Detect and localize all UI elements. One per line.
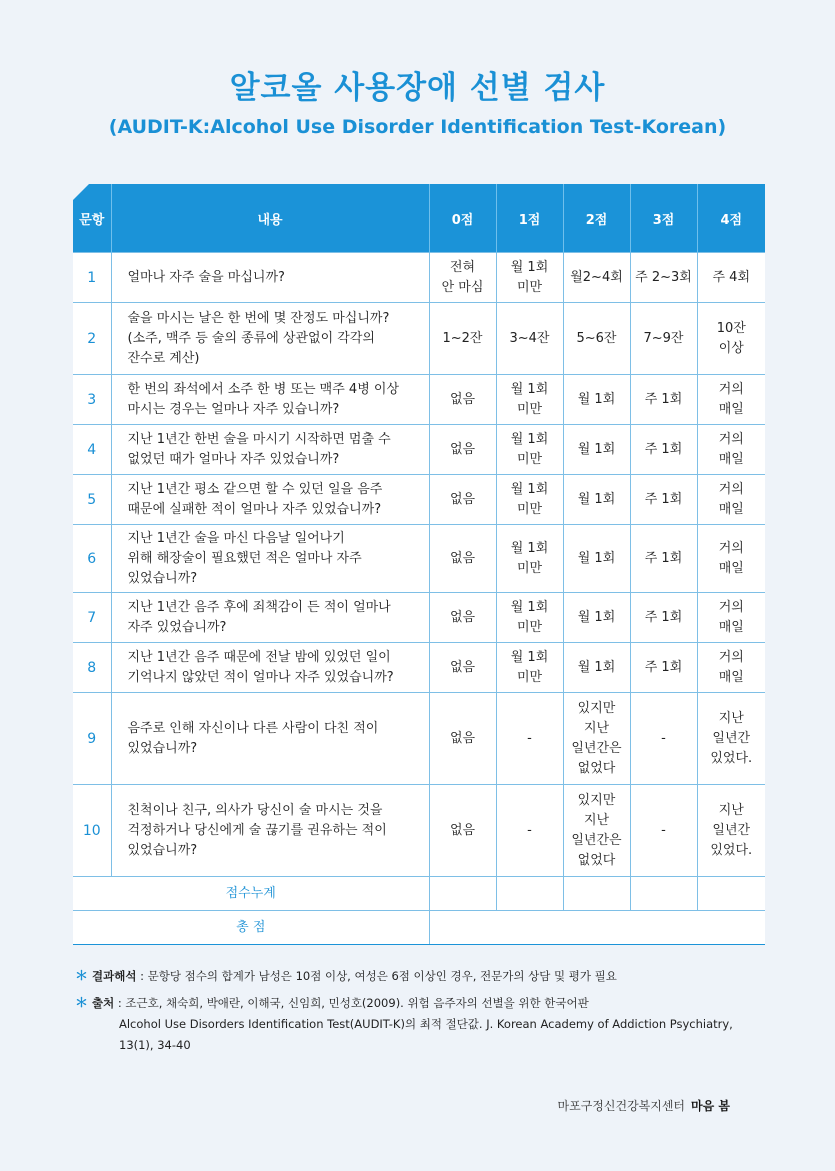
score-1-option[interactable]: 월 1회 미만 <box>496 593 563 643</box>
score-2-option[interactable]: 월 1회 <box>563 525 630 593</box>
sum-cell-3[interactable] <box>630 877 697 911</box>
table-row <box>73 643 765 693</box>
score-4-option[interactable]: 10잔 이상 <box>697 303 765 375</box>
sum-cell-0[interactable] <box>429 877 496 911</box>
score-2-option[interactable]: 5~6잔 <box>563 303 630 375</box>
table-row <box>73 303 765 375</box>
score-3-option[interactable]: 주 1회 <box>630 643 697 693</box>
row-number: 10 <box>73 785 111 877</box>
row-content: 지난 1년간 한번 술을 마시기 시작하면 멈출 수 없었던 때가 얼마나 자주 있었습니까? <box>111 425 429 475</box>
score-2-option[interactable]: 월 1회 <box>563 375 630 425</box>
score-2-option[interactable]: 월2~4회 <box>563 253 630 303</box>
score-1-option[interactable]: - <box>496 785 563 877</box>
notes-section <box>75 966 775 1056</box>
total-label: 총 점 <box>73 911 429 945</box>
audit-table <box>73 184 765 945</box>
audit-table-container <box>73 184 765 945</box>
score-0-option[interactable]: 없음 <box>429 375 496 425</box>
table-row <box>73 425 765 475</box>
score-4-option[interactable]: 거의 매일 <box>697 475 765 525</box>
table-row <box>73 475 765 525</box>
score-4-option[interactable]: 거의 매일 <box>697 525 765 593</box>
score-1-option[interactable]: - <box>496 693 563 785</box>
sum-cell-4[interactable] <box>697 877 765 911</box>
total-row <box>73 911 765 945</box>
footer-org: 마포구정신건강복지센터 <box>557 1099 686 1113</box>
header-score-0: 0점 <box>429 184 496 253</box>
table-row <box>73 593 765 643</box>
result-text: : 문항당 점수의 합계가 남성은 10점 이상, 여성은 6점 이상인 경우, 전문가의 상담 및 평가 필요 <box>136 969 617 983</box>
score-4-option[interactable]: 거의 매일 <box>697 593 765 643</box>
header-score-4: 4점 <box>697 184 765 253</box>
row-number: 3 <box>73 375 111 425</box>
score-4-option[interactable]: 거의 매일 <box>697 375 765 425</box>
sum-row <box>73 877 765 911</box>
footer-brand: 마음 봄 <box>691 1099 730 1113</box>
header-score-2: 2점 <box>563 184 630 253</box>
row-content: 얼마나 자주 술을 마십니까? <box>111 253 429 303</box>
score-0-option[interactable]: 없음 <box>429 475 496 525</box>
score-2-option[interactable]: 월 1회 <box>563 643 630 693</box>
asterisk-icon: ＊ <box>75 996 89 1011</box>
row-content: 지난 1년간 음주 때문에 전날 밤에 있었던 일이 기억나지 않았던 적이 얼마나 자주 있었습니까? <box>111 643 429 693</box>
header-score-1: 1점 <box>496 184 563 253</box>
asterisk-icon: ＊ <box>75 969 89 984</box>
sum-cell-2[interactable] <box>563 877 630 911</box>
row-number: 5 <box>73 475 111 525</box>
score-3-option[interactable]: 주 1회 <box>630 425 697 475</box>
score-2-option[interactable]: 있지만 지난 일년간은 없었다 <box>563 693 630 785</box>
row-number: 1 <box>73 253 111 303</box>
score-0-option[interactable]: 없음 <box>429 785 496 877</box>
row-content: 술을 마시는 날은 한 번에 몇 잔정도 마십니까? (소주, 맥주 등 술의 종류에 상관없이 각각의 잔수로 계산) <box>111 303 429 375</box>
header-score-3: 3점 <box>630 184 697 253</box>
score-1-option[interactable]: 월 1회 미만 <box>496 375 563 425</box>
row-content: 음주로 인해 자신이나 다른 사람이 다친 적이 있었습니까? <box>111 693 429 785</box>
score-2-option[interactable]: 있지만 지난 일년간은 없었다 <box>563 785 630 877</box>
source-line-3: 13(1), 34-40 <box>119 1038 191 1052</box>
score-2-option[interactable]: 월 1회 <box>563 475 630 525</box>
score-3-option[interactable]: 주 1회 <box>630 525 697 593</box>
score-3-option[interactable]: 주 1회 <box>630 475 697 525</box>
score-4-option[interactable]: 지난 일년간 있었다. <box>697 693 765 785</box>
sum-cell-1[interactable] <box>496 877 563 911</box>
score-1-option[interactable]: 월 1회 미만 <box>496 525 563 593</box>
row-number: 6 <box>73 525 111 593</box>
score-0-option[interactable]: 없음 <box>429 425 496 475</box>
score-2-option[interactable]: 월 1회 <box>563 593 630 643</box>
score-1-option[interactable]: 월 1회 미만 <box>496 475 563 525</box>
header-content: 내용 <box>111 184 429 253</box>
source-label: 출처 <box>92 996 115 1010</box>
result-label: 결과해석 <box>92 969 137 983</box>
table-row <box>73 693 765 785</box>
page-title: 알코올 사용장애 선별 검사 <box>229 70 606 106</box>
score-4-option[interactable]: 거의 매일 <box>697 643 765 693</box>
result-note <box>75 966 775 987</box>
sum-label: 점수누계 <box>73 877 429 911</box>
score-0-option[interactable]: 전혀 안 마심 <box>429 253 496 303</box>
score-4-option[interactable]: 주 4회 <box>697 253 765 303</box>
score-3-option[interactable]: - <box>630 785 697 877</box>
row-content: 한 번의 좌석에서 소주 한 병 또는 맥주 4병 이상 마시는 경우는 얼마나 자주 있습니까? <box>111 375 429 425</box>
score-3-option[interactable]: 주 1회 <box>630 593 697 643</box>
total-cell[interactable] <box>429 911 765 945</box>
table-row <box>73 785 765 877</box>
table-row <box>73 525 765 593</box>
score-0-option[interactable]: 없음 <box>429 693 496 785</box>
score-0-option[interactable]: 1~2잔 <box>429 303 496 375</box>
score-1-option[interactable]: 3~4잔 <box>496 303 563 375</box>
table-row <box>73 375 765 425</box>
footer-credit <box>558 1097 730 1114</box>
row-content: 지난 1년간 음주 후에 죄책감이 든 적이 얼마나 자주 있었습니까? <box>111 593 429 643</box>
row-content: 지난 1년간 평소 같으면 할 수 있던 일을 음주 때문에 실패한 적이 얼마나 자주 있었습니까? <box>111 475 429 525</box>
page-subtitle: (AUDIT-K:Alcohol Use Disorder Identification Test-Korean) <box>108 116 727 138</box>
score-0-option[interactable]: 없음 <box>429 593 496 643</box>
row-content: 친척이나 친구, 의사가 당신이 술 마시는 것을 걱정하거나 당신에게 술 끊기를 권유하는 적이 있었습니까? <box>111 785 429 877</box>
score-1-option[interactable]: 월 1회 미만 <box>496 253 563 303</box>
row-number: 2 <box>73 303 111 375</box>
header-number: 문항 <box>73 184 111 253</box>
score-1-option[interactable]: 월 1회 미만 <box>496 643 563 693</box>
row-number: 4 <box>73 425 111 475</box>
row-content: 지난 1년간 술을 마신 다음날 일어나기 위해 해장술이 필요했던 적은 얼마나 자주 있었습니까? <box>111 525 429 593</box>
table-header-row <box>73 184 765 253</box>
score-3-option[interactable]: 7~9잔 <box>630 303 697 375</box>
source-note <box>75 993 775 1014</box>
row-number: 9 <box>73 693 111 785</box>
source-text: : 조근호, 채숙희, 박애란, 이해국, 신임희, 민성호(2009). 위험 음주자의 선별을 위한 한국어판 <box>114 996 589 1010</box>
score-3-option[interactable]: 주 1회 <box>630 375 697 425</box>
score-4-option[interactable]: 거의 매일 <box>697 425 765 475</box>
score-3-option[interactable]: - <box>630 693 697 785</box>
score-0-option[interactable]: 없음 <box>429 525 496 593</box>
corner-fold-decoration <box>73 184 89 200</box>
score-0-option[interactable]: 없음 <box>429 643 496 693</box>
row-number: 8 <box>73 643 111 693</box>
score-2-option[interactable]: 월 1회 <box>563 425 630 475</box>
table-row <box>73 253 765 303</box>
score-4-option[interactable]: 지난 일년간 있었다. <box>697 785 765 877</box>
source-line-2: Alcohol Use Disorders Identification Test(AUDIT-K)의 최적 절단값. J. Korean Academy of Addiction Psychiatry, <box>119 1017 733 1031</box>
row-number: 7 <box>73 593 111 643</box>
score-1-option[interactable]: 월 1회 미만 <box>496 425 563 475</box>
score-3-option[interactable]: 주 2~3회 <box>630 253 697 303</box>
